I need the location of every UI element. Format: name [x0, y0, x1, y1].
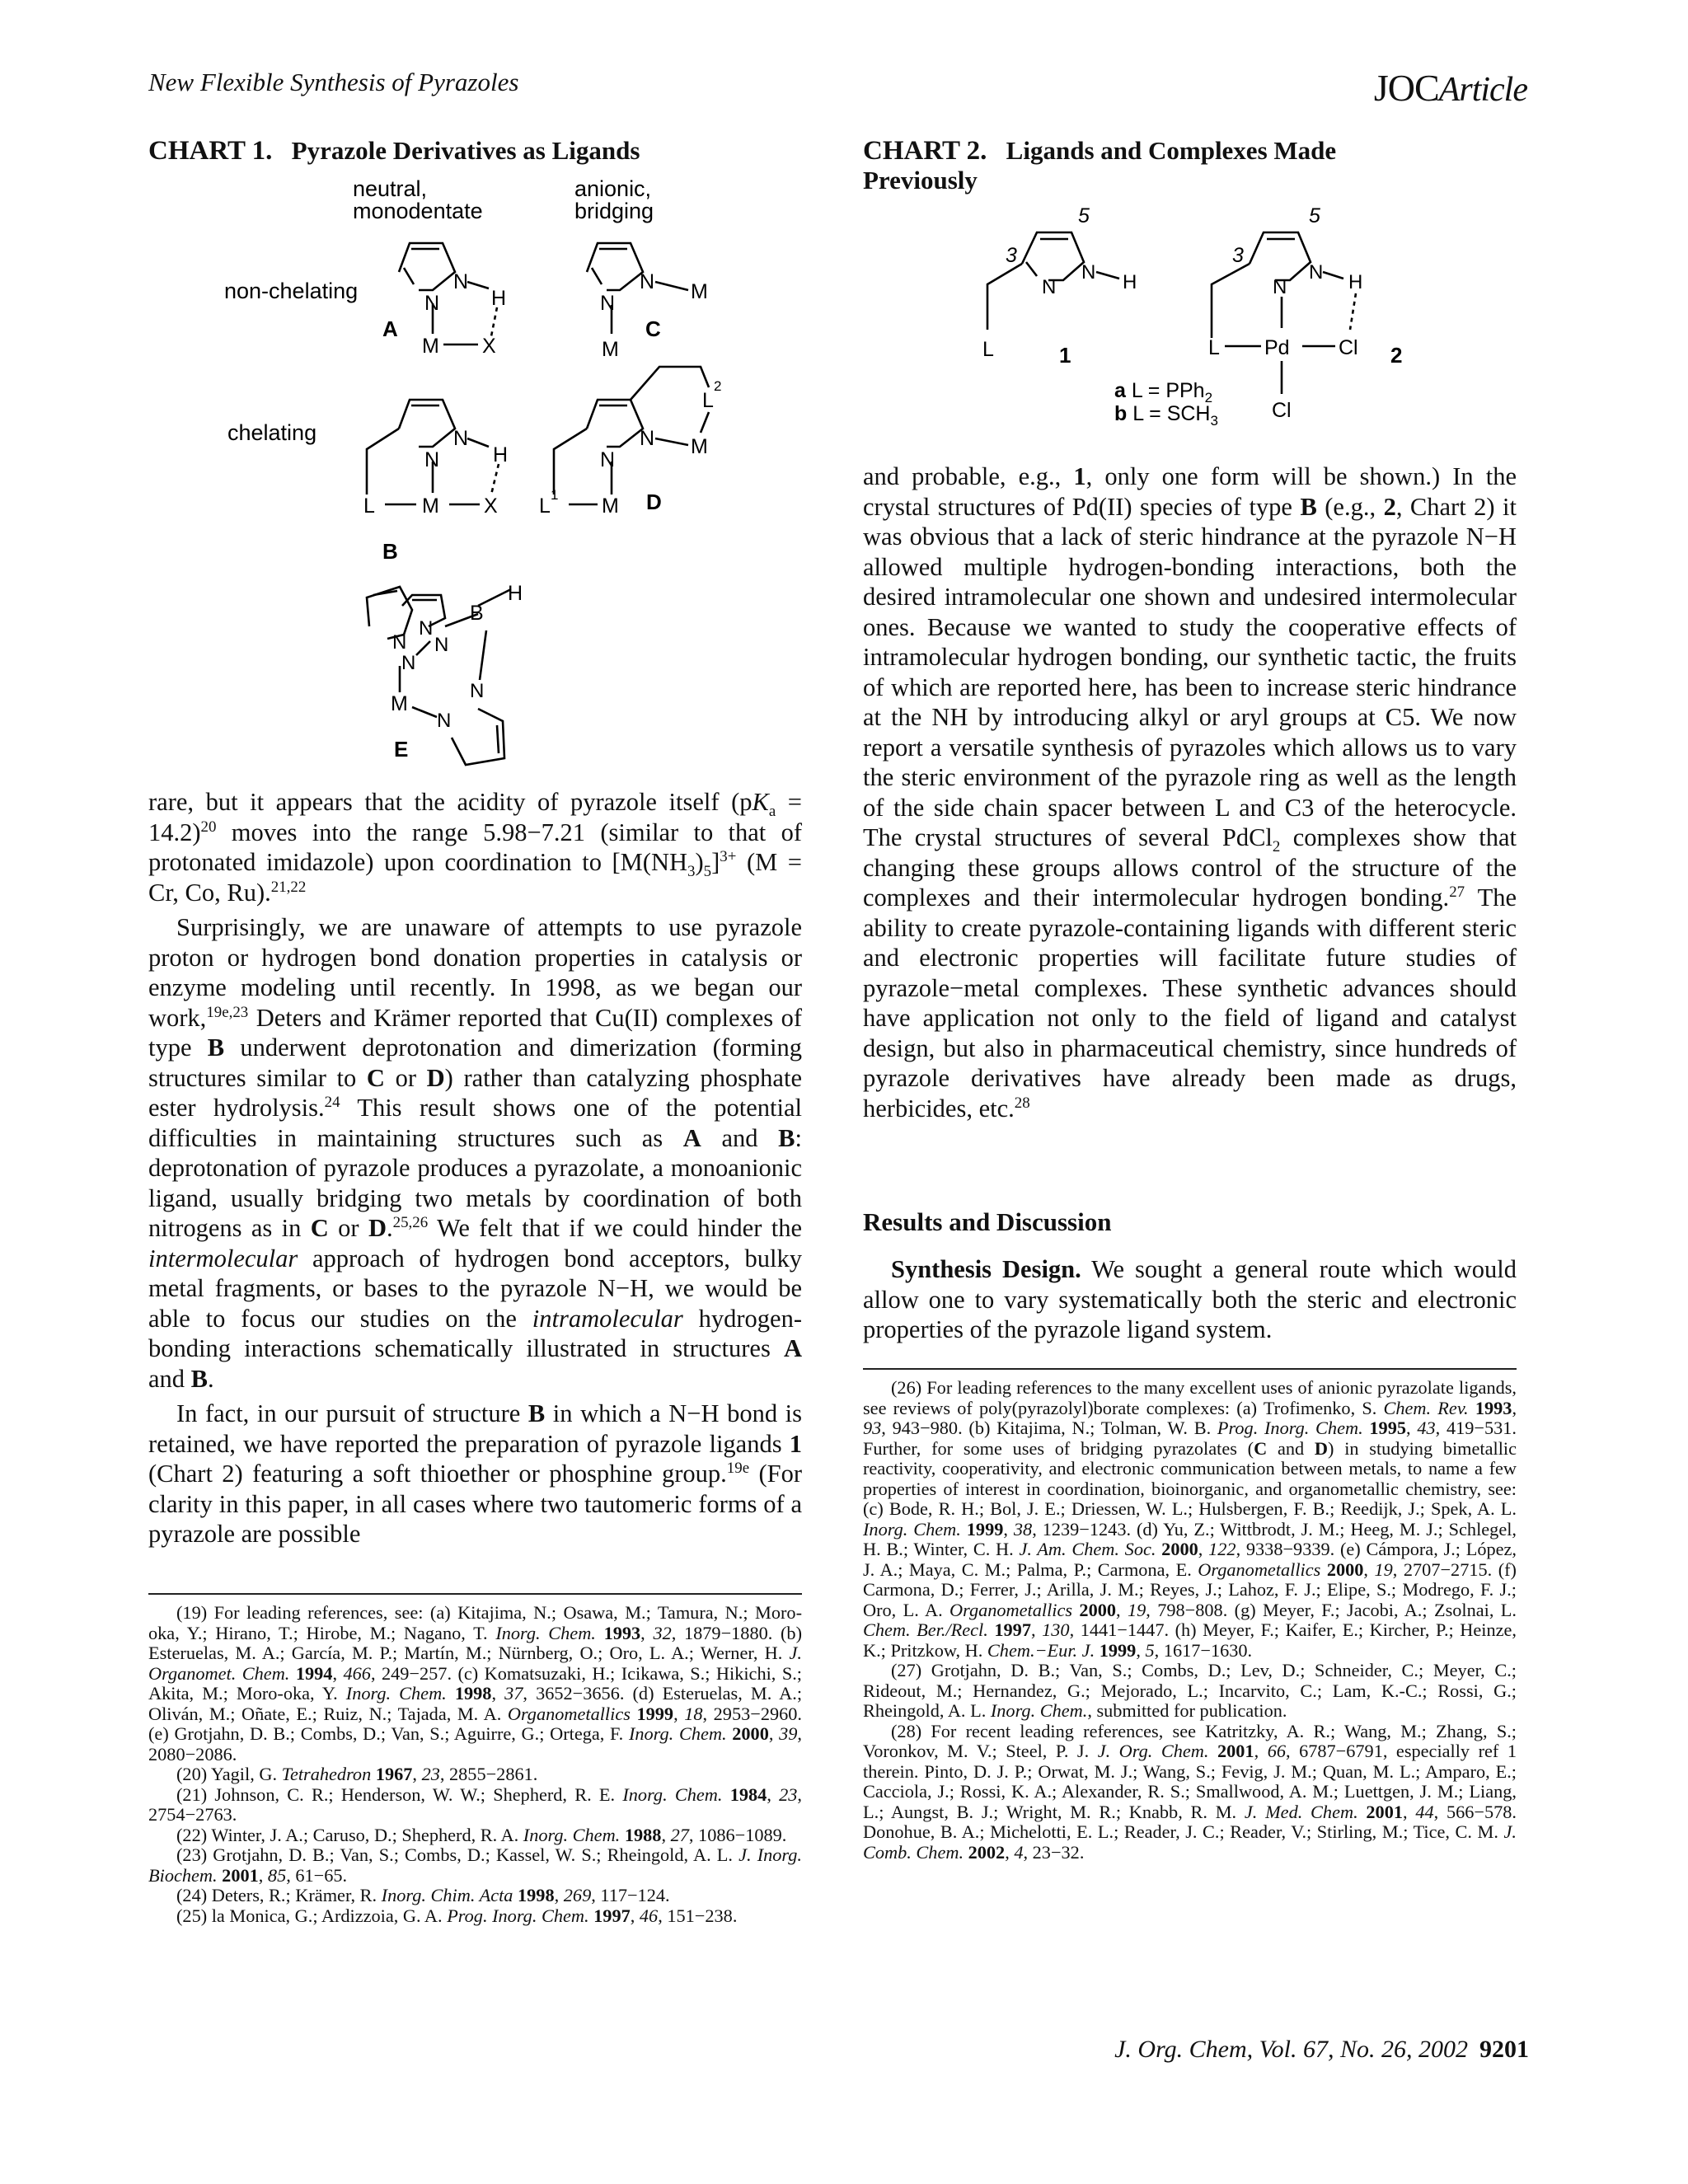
chart1-title-text: Pyrazole Derivatives as Ligands	[291, 136, 640, 165]
complex-2	[1208, 204, 1402, 422]
footer-citation: J. Org. Chem, Vol. 67, No. 26, 2002	[1114, 2036, 1468, 2063]
svg-text:1: 1	[551, 487, 559, 503]
svg-text:3: 3	[1232, 244, 1244, 267]
footnote-21: (21) Johnson, C. R.; Henderson, W. W.; Shepherd, R. E. Inorg. Chem. 1984, 23, 2754−2763.	[148, 1783, 802, 1825]
svg-text:M: M	[691, 435, 708, 458]
chart1-heading-anionic: anionic,	[574, 176, 652, 201]
svg-text:N: N	[419, 617, 434, 640]
svg-text:L: L	[982, 338, 994, 361]
right-paragraph-2: Synthesis Design. We sought a general route which would allow one to vary systematically both the steric and electronic properties of the pyrazole ligand system.	[863, 1255, 1517, 1343]
footnote-20: (20) Yagil, G. Tetrahedron 1967, 23, 2855−2861.	[176, 1764, 538, 1784]
chart2-title-line2: Previously	[863, 166, 978, 194]
chart1-row-chelating: chelating	[227, 420, 317, 445]
ligand-1	[982, 204, 1137, 368]
svg-text:N: N	[437, 710, 452, 732]
right-footnotes	[863, 1378, 1517, 1863]
svg-text:N: N	[640, 270, 655, 293]
right-footnote-rule	[863, 1368, 1517, 1370]
footnote-24: (24) Deters, R.; Krämer, R. Inorg. Chim. Acta 1998, 269, 117−124.	[176, 1885, 670, 1905]
svg-text:H: H	[508, 582, 523, 605]
page-number: 9201	[1479, 2036, 1529, 2063]
svg-text:N: N	[1081, 261, 1096, 284]
left-paragraph-3: In fact, in our pursuit of structure B in which a N−H bond is retained, we have reported the preparation of pyrazole ligands 1 (Chart 2) featuring a soft thioether or phosphine group.$^{19e}$ (For clarity in this paper, in all cases where two tautomeric forms of a pyrazole are possible	[148, 1399, 803, 1548]
svg-text:N: N	[434, 634, 449, 656]
svg-text:L: L	[539, 494, 551, 518]
label-b: B	[382, 539, 398, 564]
svg-text:H: H	[1123, 271, 1137, 293]
chart1-figure	[148, 165, 824, 783]
chart2-title	[863, 136, 1336, 195]
right-paragraph-1: and probable, e.g., 1, only one form will be shown.) In the crystal structures of Pd(II) species of type B (e.g., 2, Chart 2) it was obvious that a lack of steric hindrance at the pyrazole N−H allowed multiple hydrogen-bonding interactions, both the desired intramolecular one shown and undesired intermolecular ones. Because we wanted to study the cooperative effects of intramolecular hydrogen bonding, our synthetic tactic, the fruits of which are reported here, has been to increase steric hindrance at the NH by introducing alkyl or aryl groups at C5. We now report a versatile synthesis of pyrazoles which allows us to vary the steric environment of the pyrazole ring as well as the length of the side chain spacer between L and C3 of the heterocycle. The crystal structures of several PdCl$_2$ complexes show that changing these groups allows control of the structure of the complexes and their intermolecular hydrogen bonding.$^{27}$ The ability to create pyrazole-containing ligands with different steric and electronic properties will facilitate future studies of pyrazole−metal complexes. These synthetic advances should have application not only to the field of ligand and catalyst design, but also in pharmaceutical chemistry, since hundreds of pyrazole derivatives have already been made as drugs, herbicides, etc.$^{28}$	[863, 462, 1517, 1122]
right-column-body	[863, 462, 1517, 1123]
journal-logo	[1374, 66, 1527, 110]
left-paragraph-2: Surprisingly, we are unaware of attempts to use pyrazole proton or hydrogen bond donation properties in catalysis or enzyme modeling until recently. In 1998, as we began our work,$^{19e,23}$ Deters and Krämer reported that Cu(II) complexes of type B underwent deprotonation and dimerization (forming structures similar to C or D) rather than catalyzing phosphate ester hydrolysis.$^{24}$ This result shows one of the potential difficulties in maintaining structures such as A and B: deprotonation of pyrazole produces a pyrazolate, a monoanionic ligand, usually bridging two metals by coordination of both nitrogens as in C or D.$^{25,26}$ We felt that if we could hinder the intermolecular approach of hydrogen bond acceptors, bulky metal fragments, or bases to the pyrazole N−H, we would be able to focus our studies on the intramolecular hydrogen-bonding interactions schematically illustrated in structures A and B.	[148, 913, 803, 1393]
svg-text:X: X	[482, 335, 496, 358]
svg-text:N: N	[401, 652, 416, 674]
chart2-figure	[973, 198, 1434, 433]
running-head: New Flexible Synthesis of Pyrazoles	[148, 68, 519, 96]
right-column-body-2	[863, 1254, 1517, 1345]
svg-text:b L = SCH3: b $L = SCH_3$	[1114, 402, 1218, 429]
svg-text:L: L	[363, 494, 375, 518]
svg-text:Pd: Pd	[1264, 336, 1290, 359]
label-2: 2	[1390, 343, 1403, 368]
left-column-body	[148, 787, 802, 1549]
chart2-title-line1: Ligands and Complexes Made	[1006, 136, 1337, 165]
svg-text:M: M	[422, 335, 439, 358]
svg-text:H: H	[491, 287, 507, 310]
svg-text:M: M	[602, 338, 619, 361]
svg-text:X: X	[484, 494, 498, 518]
section-heading: Results and Discussion	[863, 1207, 1112, 1236]
structure-c	[587, 243, 708, 361]
chart2-legend	[1114, 379, 1218, 429]
structure-a	[382, 243, 506, 358]
chart1-heading-neutral: neutral,	[353, 176, 428, 201]
svg-text:L: L	[1208, 336, 1220, 359]
svg-text:N: N	[470, 680, 485, 702]
svg-text:N: N	[424, 448, 440, 471]
structure-d	[539, 367, 721, 518]
chart1-label: CHART 1.	[148, 136, 273, 166]
chart1-row-nonchelating: non-chelating	[224, 279, 359, 303]
structure-b	[363, 400, 508, 564]
footnote-26: (26) For leading references to the many excellent uses of anionic pyrazolate ligands, see reviews of poly(pyrazolyl)borate complexes: (a) Trofimenko, S. Chem. Rev. 1993, 93, 943−980. (b) Kitajima, N.; Tolman, W. B. Prog. Inorg. Chem. 1995, 43, 419−531. Further, for some uses of bridging pyrazolates (C and D) in studying bimetallic reactivity, cooperativity, and electronic communication between metals, to name a few properties of interest in coordination, bioinorganic, and organometallic chemistry, see: (c) Bode, R. H.; Bol, J. E.; Driessen, W. L.; Hulsbergen, F. B.; Reedijk, J.; Spek, A. L. Inorg. Chem. 1999, 38, 1239−1243. (d) Yu, Z.; Wittbrodt, J. M.; Heeg, M. J.; Schlegel, H. B.; Winter, C. H. J. Am. Chem. Soc. 2000, 122, 9338−9339. (e) Cámpora, J.; López, J. A.; Maya, C. M.; Palma, P.; Carmona, E. Organometallics 2000, 19, 2707−2715. (f) Carmona, D.; Ferrer, J.; Arilla, J. M.; Reyes, J.; Lahoz, F. J.; Elipe, S.; Modrego, F. J.; Oro, L. A. Organometallics 2000, 19, 798−808. (g) Meyer, F.; Jacobi, A.; Zsolnai, L. Chem. Ber./Recl. 1997, 130, 1441−1447. (h) Meyer, F.; Kaifer, E.; Kircher, P.; Heinze, K.; Pritzkow, H. Chem.−Eur. J. 1999, 5, 1617−1630.	[863, 1377, 1517, 1661]
svg-text:M: M	[602, 494, 619, 518]
svg-text:N: N	[392, 631, 407, 654]
label-a: A	[382, 316, 398, 341]
svg-text:M: M	[391, 692, 408, 715]
footnote-22: (22) Winter, J. A.; Caruso, D.; Shepherd, R. A. Inorg. Chem. 1988, 27, 1086−1089.	[176, 1824, 787, 1845]
svg-text:Cl: Cl	[1339, 336, 1358, 359]
footnote-27: (27) Grotjahn, D. B.; Van, S.; Combs, D.; Lev, D.; Schneider, C.; Meyer, C.; Rideout, M.; Hernandez, G.; Mejorado, L.; Incarvito, C.; Lam, K.-C.; Rossi, G.; Rheingold, A. L. Inorg. Chem., submitted for publication.	[863, 1660, 1517, 1721]
svg-text:N: N	[424, 292, 440, 315]
svg-text:H: H	[1348, 271, 1363, 293]
svg-text:N: N	[600, 292, 616, 315]
svg-text:N: N	[640, 427, 655, 450]
footnote-23: (23) Grotjahn, D. B.; Van, S.; Combs, D.; Kassel, W. S.; Rheingold, A. L. J. Inorg. Biochem. 2001, 85, 61−65.	[148, 1844, 802, 1886]
svg-text:N: N	[453, 270, 469, 293]
svg-text:L: L	[702, 389, 714, 412]
svg-text:N: N	[1309, 261, 1324, 284]
svg-text:Cl: Cl	[1272, 399, 1292, 422]
left-footnotes	[148, 1603, 802, 1926]
label-e: E	[394, 737, 409, 762]
chart2-label: CHART 2.	[863, 136, 987, 166]
label-d: D	[646, 490, 662, 514]
structure-e	[367, 582, 523, 765]
svg-text:N: N	[600, 448, 616, 471]
svg-text:M: M	[422, 494, 439, 518]
label-c: C	[645, 316, 661, 341]
svg-text:2: 2	[714, 378, 722, 394]
chart1-heading-bridging: bridging	[574, 199, 654, 223]
svg-text:a L = PPh2: a L = PPh$_2$	[1114, 379, 1213, 405]
left-footnote-rule	[148, 1593, 802, 1595]
chart1-title	[148, 136, 640, 166]
svg-text:H: H	[493, 443, 509, 466]
svg-text:3: 3	[1006, 244, 1017, 267]
footnote-25: (25) la Monica, G.; Ardizzoia, G. A. Prog. Inorg. Chem. 1997, 46, 151−238.	[176, 1905, 738, 1926]
svg-text:N: N	[1273, 276, 1287, 298]
logo-joc: JOC	[1373, 67, 1439, 109]
logo-article: Article	[1438, 71, 1527, 109]
svg-text:5: 5	[1309, 204, 1320, 227]
chart1-heading-monodentate: monodentate	[353, 199, 483, 223]
footnote-19: (19) For leading references, see: (a) Kitajima, N.; Osawa, M.; Tamura, N.; Moro-oka, Y.; Hirano, T.; Hirobe, M.; Nagano, T. Inorg. Chem. 1993, 32, 1879−1880. (b) Esteruelas, M. A.; García, M. P.; Martín, M.; Nürnberg, O.; Oro, L. A.; Werner, H. J. Organomet. Chem. 1994, 466, 249−257. (c) Komatsuzaki, H.; Icikawa, S.; Hikichi, S.; Akita, M.; Moro-oka, Y. Inorg. Chem. 1998, 37, 3652−3656. (d) Esteruelas, M. A.; Oliván, M.; Oñate, E.; Ruiz, N.; Tajada, M. A. Organometallics 1999, 18, 2953−2960. (e) Grotjahn, D. B.; Combs, D.; Van, S.; Aguirre, G.; Ortega, F. Inorg. Chem. 2000, 39, 2080−2086.	[148, 1602, 803, 1765]
svg-text:N: N	[1042, 276, 1057, 298]
footnote-28: (28) For recent leading references, see Katritzky, A. R.; Wang, M.; Zhang, S.; Voronkov, M. V.; Steel, P. J. J. Org. Chem. 2001, 66, 6787−6791, especially ref 1 therein. Pinto, D. J. P.; Orwat, M. J.; Wang, S.; Fevig, J. M.; Quan, M. L.; Amparo, E.; Cacciola, J.; Rossi, K. A.; Alexander, R. S.; Smallwood, A. M.; Luettgen, J. M.; Liang, L.; Aungst, B. J.; Wright, M. R.; Knabb, R. M. J. Med. Chem. 2001, 44, 566−578. Donohue, B. A.; Michelotti, E. L.; Reader, J. C.; Reader, V.; Stirling, M.; Tice, C. M. J. Comb. Chem. 2002, 4, 23−32.	[863, 1720, 1517, 1863]
svg-text:M: M	[691, 280, 708, 303]
label-1: 1	[1059, 343, 1071, 368]
svg-text:N: N	[453, 427, 469, 450]
svg-text:5: 5	[1078, 204, 1090, 227]
left-paragraph-1: rare, but it appears that the acidity of pyrazole itself $(pK_a = 14.2)^{20}$ moves into the range 5.98−7.21 (similar to that of protonated imidazole) upon coordination to $[M(NH_3)_5]^{3+}$ (M = Cr, Co, Ru).$^{21,22}$	[148, 788, 802, 907]
page-footer	[1114, 2036, 1529, 2064]
svg-text:B: B	[470, 602, 484, 625]
